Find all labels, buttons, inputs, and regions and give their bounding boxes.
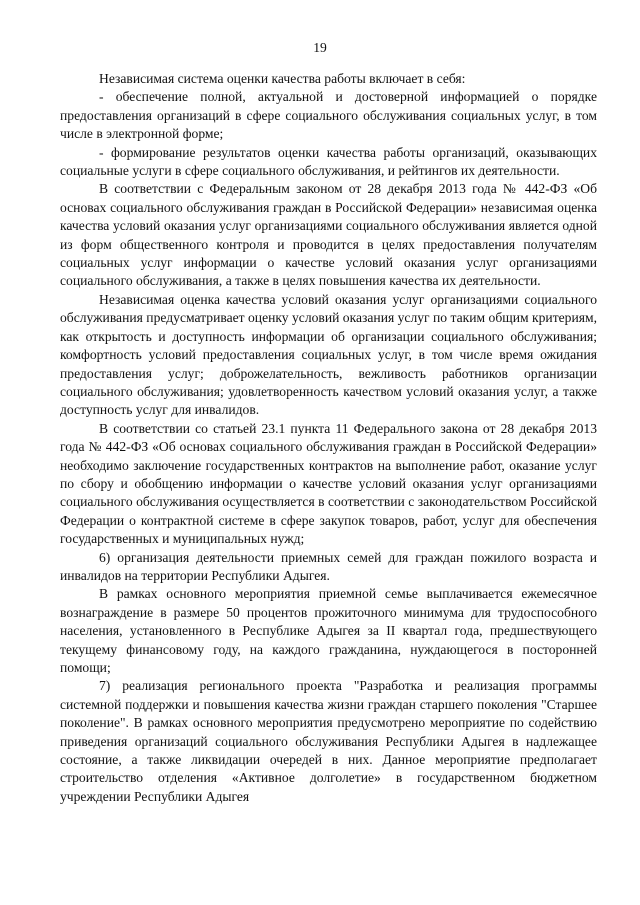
page-number: 19 xyxy=(313,40,327,55)
paragraph-law-442: В соответствии с Федеральным законом от 28 декабря 2013 года № 442-ФЗ «Об основах социального обслуживания граждан в Российской Федерации» независимая оценка качества условий оказания услуг организациями социального обслуживания является одной из форм общественного контроля и проводится в целях предоставления получателям социальных услуг информации о качестве условий оказания услуг организациями социального обслуживания, а также в целях повышения качества их деятельности. xyxy=(60,181,597,289)
paragraph-item-7: 7) реализация регионального проекта "Разработка и реализация программы системной поддержки и повышения качества жизни граждан старшего поколения "Старшее поколение". В рамках основного мероприятия предусмотрено мероприятие по содействию приведения организаций социального обслуживания Республики Адыгея в надлежащее состояние, а также ликвидации очередей в них. Данное мероприятие предполагает строительство отделения «Активное долголетие» в государственном бюджетном учреждении Республики Адыгея xyxy=(60,678,597,804)
paragraph-list-item-ratings: - формирование результатов оценки качества работы организаций, оказывающих социальные услуги в сфере социального обслуживания, и рейтингов их деятельности. xyxy=(60,144,597,179)
paragraph-list-item-info: - обеспечение полной, актуальной и достоверной информацией о порядке предоставления организаций в сфере социального обслуживания социальных услуг, в том числе в электронной форме; xyxy=(60,89,597,142)
paragraph-intro: Независимая система оценки качества работы включает в себя: xyxy=(99,71,466,86)
paragraph-foster-family-payment: В рамках основного мероприятия приемной семье выплачивается ежемесячное вознаграждение в размере 50 процентов прожиточного минимума для трудоспособного населения, установленного в Республике Адыгея за II квартал года, предшествующего текущему финансовому году, на каждого гражданина, нуждающегося в посторонней помощи; xyxy=(60,586,597,675)
paragraph-article-23-1: В соответствии со статьей 23.1 пункта 11 Федерального закона от 28 декабря 2013 года № 442-ФЗ «Об основах социального обслуживания граждан в Российской Федерации» необходимо заключение государственных контрактов на выполнение работ, оказание услуг по сбору и обобщению информации о качестве условий оказания услуг организациями социального обслуживания осуществляется в соответствии с законодательством Российской Федерации о контрактной системе в сфере закупок товаров, работ, услуг для обеспечения государственных и муниципальных нужд; xyxy=(60,420,597,547)
document-body xyxy=(60,70,597,806)
paragraph-item-6: 6) организация деятельности приемных семей для граждан пожилого возраста и инвалидов на территории Республики Адыгея. xyxy=(60,549,597,583)
paragraph-assessment-criteria: Независимая оценка качества условий оказания услуг организациями социального обслуживания предусматривает оценку условий оказания услуг по таким общим критериям, как открытость и доступность информации об организации социального обслуживания; комфортность условий предоставления социальных услуг, в том числе время ожидания предоставления услуг; доброжелательность, вежливость работников организации социального обслуживания; удовлетворенность качеством условий оказания услуг, а также доступность услуг для инвалидов. xyxy=(60,291,597,418)
